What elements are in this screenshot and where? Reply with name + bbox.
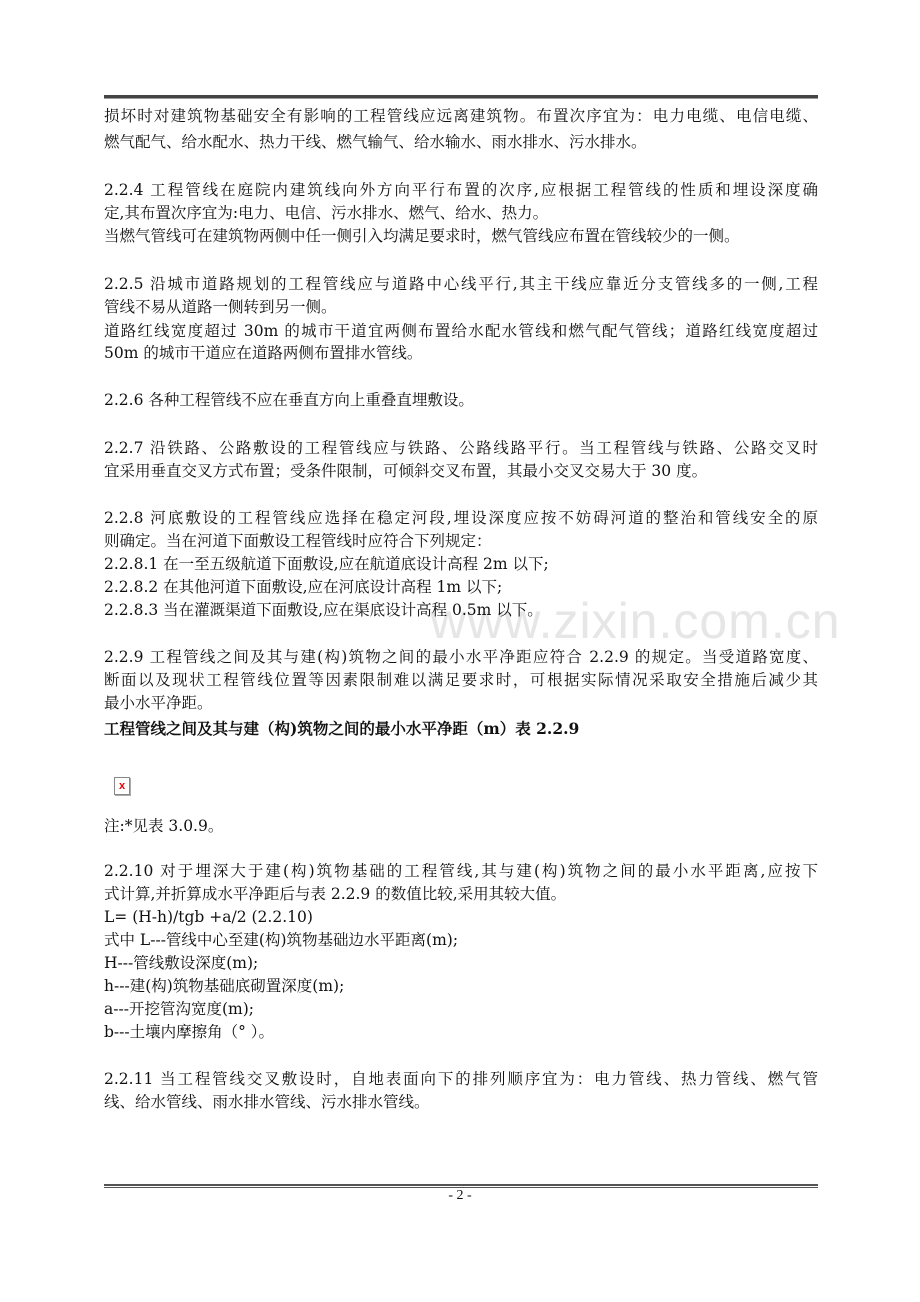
text-line: 2.2.9 工程管线之间及其与建(构)筑物之间的最小水平净距应符合 2.2.9 的规定。当受道路宽度、 (104, 648, 818, 666)
formula: L= (H-h)/tgb +a/2 (2.2.10) (104, 908, 313, 926)
text-line: 2.2.5 沿城市道路规划的工程管线应与道路中心线平行,其主干线应靠近分支管线多的一侧,工程 (104, 275, 818, 293)
text-line: 式中 L---管线中心至建(构)筑物基础边水平距离(m); (104, 931, 459, 949)
watermark: www.zixin.com.cn (430, 593, 841, 649)
text-line: H---管线敷设深度(m); (104, 954, 259, 972)
text-line: 2.2.6 各种工程管线不应在垂直方向上重叠直埋敷设。 (104, 391, 474, 409)
table-note: 注:*见表 3.0.9。 (104, 817, 224, 835)
text-line: 2.2.4 工程管线在庭院内建筑线向外方向平行布置的次序,应根据工程管线的性质和埋设深度确 (104, 181, 818, 199)
text-line: 宜采用垂直交叉方式布置；受条件限制，可倾斜交叉布置，其最小交叉交易大于 30 度。 (104, 462, 708, 480)
table-caption: 工程管线之间及其与建（构)筑物之间的最小水平净距（m）表 2.2.9 (104, 719, 580, 738)
text-line: 2.2.8.3 当在灌溉渠道下面敷设,应在渠底设计高程 0.5m 以下。 (104, 601, 543, 619)
text-line: 2.2.8 河底敷设的工程管线应选择在稳定河段,埋设深度应按不妨碍河道的整治和管线安全的原 (104, 509, 818, 527)
text-line: a---开挖管沟宽度(m); (104, 1000, 254, 1018)
text-line: 2.2.7 沿铁路、公路敷设的工程管线应与铁路、公路线路平行。当工程管线与铁路、公路交叉时 (104, 439, 818, 457)
text-line: 最小水平净距。 (104, 694, 213, 712)
text-line: 燃气配气、给水配水、热力干线、燃气输气、给水输水、雨水排水、污水排水。 (104, 133, 647, 151)
text-line: 线、给水管线、雨水排水管线、污水排水管线。 (104, 1093, 430, 1111)
text-line: 定,其布置次序宜为:电力、电信、污水排水、燃气、给水、热力。 (104, 204, 549, 222)
text-line: 式计算,并折算成水平净距后与表 2.2.9 的数值比较,采用其较大值。 (104, 885, 567, 903)
broken-image-icon: x (114, 777, 130, 795)
text-line: 道路红线宽度超过 30m 的城市干道宜两侧布置给水配水管线和燃气配气管线；道路红线宽度超过 (104, 322, 818, 340)
text-line: 损坏时对建筑物基础安全有影响的工程管线应远离建筑物。布置次序宜为：电力电缆、电信电缆、 (104, 107, 818, 125)
text-line: 2.2.8.1 在一至五级航道下面敷设,应在航道底设计高程 2m 以下; (104, 555, 549, 573)
text-line: 2.2.10 对于埋深大于建(构)筑物基础的工程管线,其与建(构)筑物之间的最小水平距离,应按下 (104, 862, 818, 880)
page-number: - 2 - (448, 1188, 472, 1203)
text-line: 2.2.8.2 在其他河道下面敷设,应在河底设计高程 1m 以下; (104, 578, 503, 596)
text-line: 当燃气管线可在建筑物两侧中任一侧引入均满足要求时，燃气管线应布置在管线较少的一侧。 (104, 227, 740, 245)
text-line: 50m 的城市干道应在道路两侧布置排水管线。 (104, 344, 423, 362)
text-line: 则确定。当在河道下面敷设工程管线时应符合下列规定： (104, 532, 492, 550)
text-line: h---建(构)筑物基础底砌置深度(m); (104, 977, 345, 995)
text-line: 管线不易从道路一侧转到另一侧。 (104, 298, 337, 316)
header-rule (104, 95, 818, 99)
text-line: b---土壤内摩擦角（° ）。 (104, 1023, 275, 1041)
text-line: 断面以及现状工程管线位置等因素限制难以满足要求时，可根据实际情况采取安全措施后减少其 (104, 671, 818, 689)
text-line: 2.2.11 当工程管线交叉敷设时，自地表面向下的排列顺序宜为：电力管线、热力管线、燃气管 (104, 1070, 818, 1088)
